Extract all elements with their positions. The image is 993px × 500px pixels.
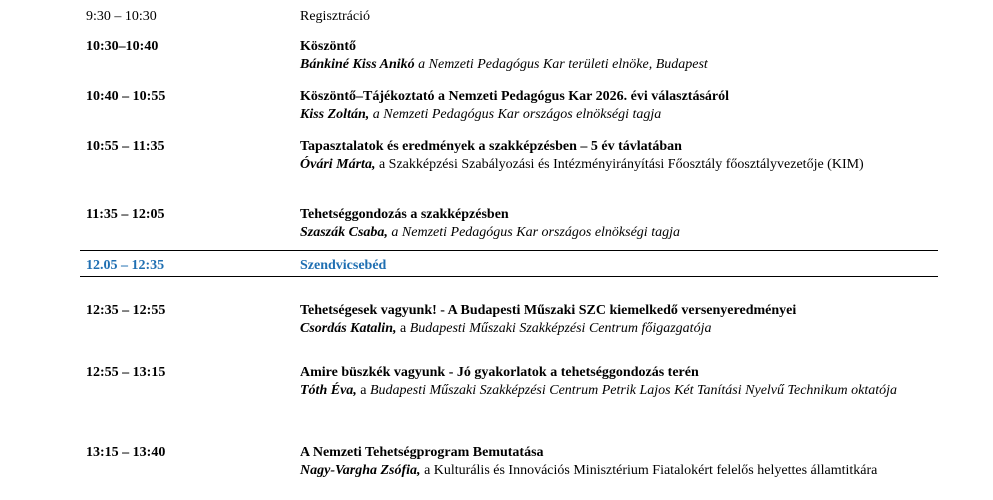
speaker-role: a Nemzeti Pedagógus Kar területi elnöke, Budapest [414, 57, 708, 72]
agenda-time: 10:40 – 10:55 [86, 89, 166, 104]
agenda-title: Tehetséggondozás a szakképzésben [300, 207, 509, 222]
speaker-role: a Szakképzési Szabályozási és Intézményirányítási Főosztály főosztályvezetője (KIM) [375, 157, 864, 172]
speaker-role: a Nemzeti Pedagógus Kar országos elnökségi tagja [387, 225, 680, 240]
agenda-title: Tapasztalatok és eredmények a szakképzésben – 5 év távlatában [300, 139, 682, 154]
speaker-name: Bánkiné Kiss Anikó [300, 57, 415, 72]
agenda-time: 9:30 – 10:30 [86, 9, 157, 24]
speaker-name: Szaszák Csaba, [300, 225, 388, 240]
speaker-role: Budapesti Műszaki Szakképzési Centrum főigazgatója [409, 321, 712, 336]
speaker-name: Óvári Márta, [300, 157, 376, 172]
agenda-time: 10:55 – 11:35 [86, 139, 165, 154]
agenda-time: 11:35 – 12:05 [86, 207, 165, 222]
speaker-role: a Nemzeti Pedagógus Kar országos elnökségi tagja [369, 107, 662, 122]
divider-bottom [80, 276, 938, 277]
speaker-role: a Kulturális és Innovációs Minisztérium Fiatalokért felelős helyettes államtitkára [420, 463, 878, 478]
agenda-title: A Nemzeti Tehetségprogram Bemutatása [300, 445, 544, 460]
agenda-title: Amire büszkék vagyunk - Jó gyakorlatok a tehetséggondozás terén [300, 365, 699, 380]
agenda-time: 10:30–10:40 [86, 39, 159, 54]
agenda-time: 12:35 – 12:55 [86, 303, 166, 318]
agenda-time: 13:15 – 13:40 [86, 445, 166, 460]
agenda-title: Tehetségesek vagyunk! - A Budapesti Műszaki SZC kiemelkedő versenyeredményei [300, 303, 797, 318]
speaker-name: Tóth Éva, [300, 383, 357, 398]
speaker-role-prefix: a [356, 383, 370, 398]
agenda-title: Köszöntő–Tájékoztató a Nemzeti Pedagógus Kar 2026. évi választásáról [300, 89, 730, 104]
agenda-time: 12:55 – 13:15 [86, 365, 166, 380]
divider-top [80, 250, 938, 251]
speaker-role-prefix: a [396, 321, 410, 336]
speaker-name: Kiss Zoltán, [300, 107, 370, 122]
agenda-title: Köszöntő [300, 39, 356, 54]
agenda-title: Szendvicsebéd [300, 258, 387, 273]
agenda-title: Regisztráció [300, 9, 370, 24]
speaker-role: Budapesti Műszaki Szakképzési Centrum Petrik Lajos Két Tanítási Nyelvű Technikum oktatója [370, 383, 898, 398]
speaker-name: Nagy-Vargha Zsófia, [300, 463, 421, 478]
agenda-time: 12.05 – 12:35 [86, 258, 165, 273]
speaker-name: Csordás Katalin, [300, 321, 397, 336]
